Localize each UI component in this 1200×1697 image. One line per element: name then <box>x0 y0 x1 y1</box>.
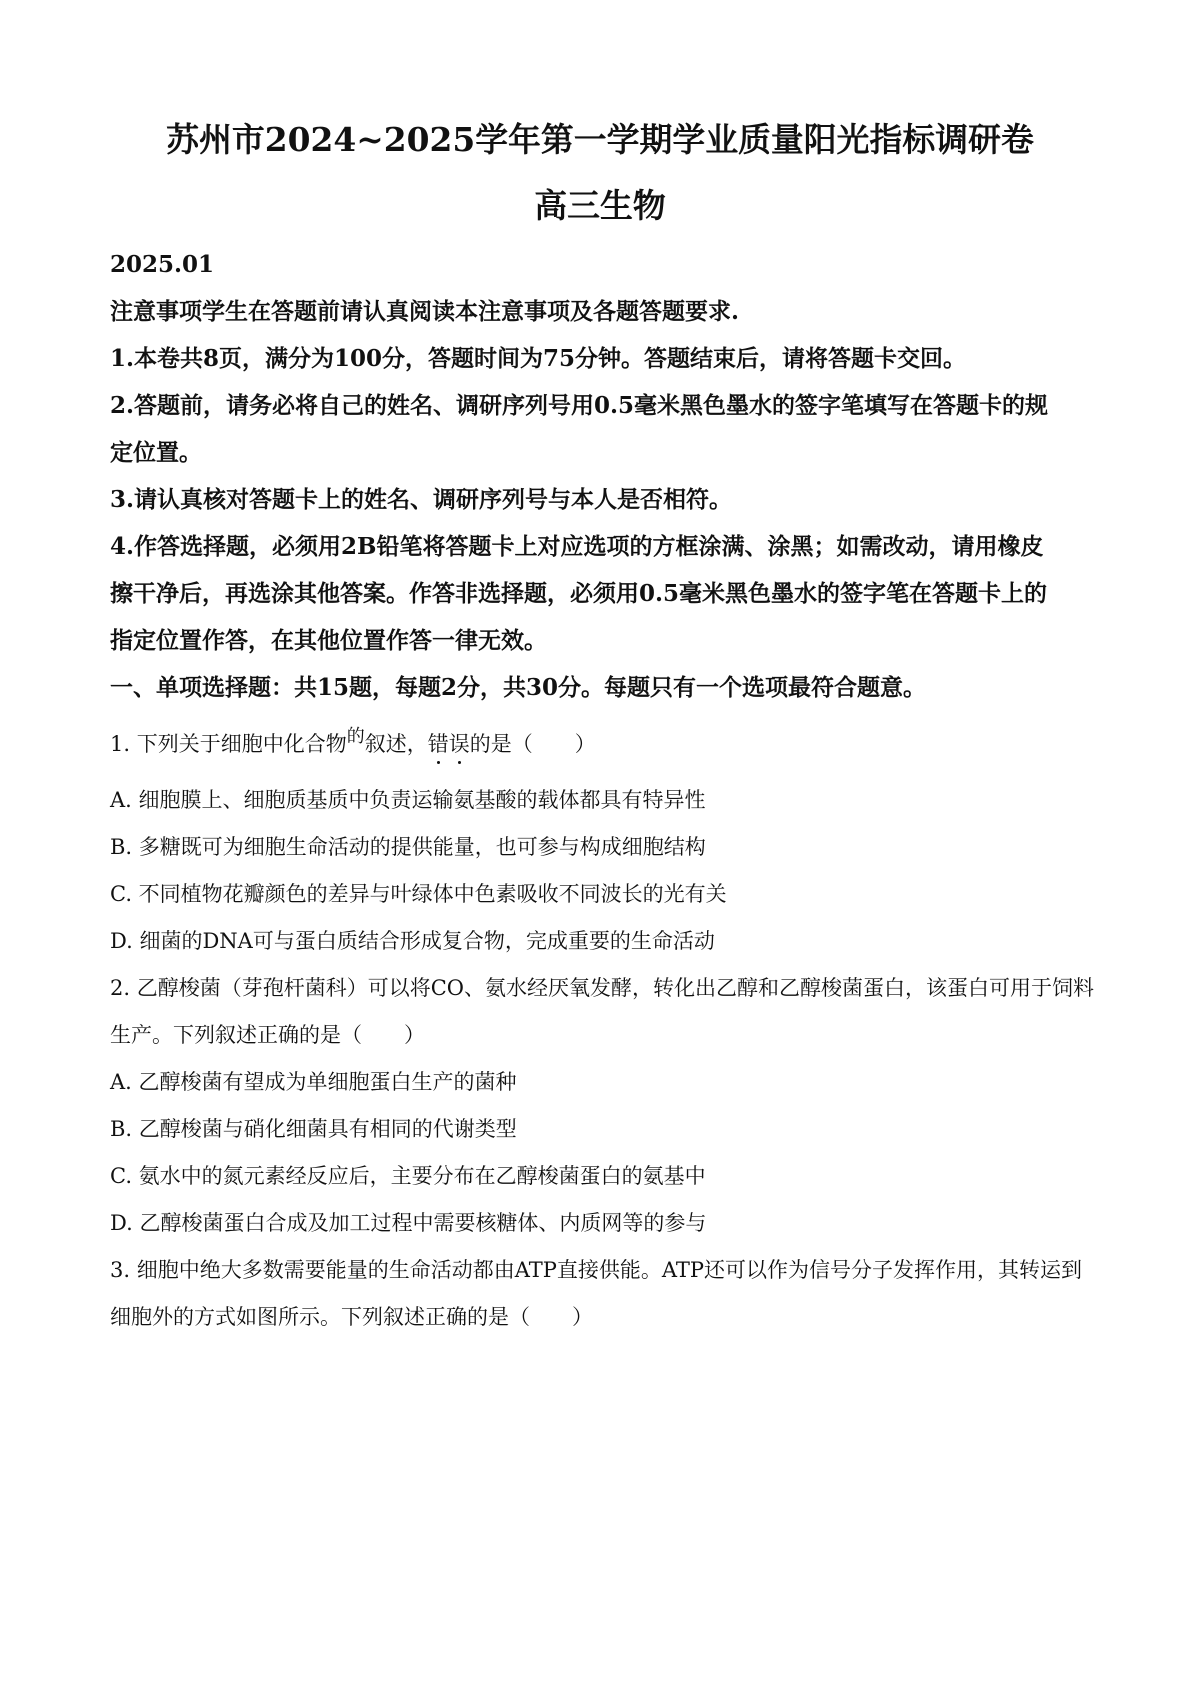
section-heading: 一、单项选择题：共15题，每题2分，共30分。每题只有一个选项最符合题意。 <box>110 674 927 701</box>
question-2-option-b: B. 乙醇梭菌与硝化细菌具有相同的代谢类型 <box>110 1117 517 1141</box>
question-1-stem-part-b: 叙述， <box>364 732 428 756</box>
question-1-option-c: C. 不同植物花瓣颜色的差异与叶绿体中色素吸收不同波长的光有关 <box>110 882 727 906</box>
question-1-option-d: D. 细菌的DNA可与蛋白质结合形成复合物，完成重要的生命活动 <box>110 929 715 953</box>
emphasis-dot-char: 错 <box>427 732 449 756</box>
question-1-stem <box>110 726 596 756</box>
notice-item-3: 3.请认真核对答题卡上的姓名、调研序列号与本人是否相符。 <box>110 486 733 513</box>
emphasis-dot-char: 误 <box>448 732 470 756</box>
notice-item-4-line-3: 指定位置作答，在其他位置作答一律无效。 <box>110 627 547 654</box>
question-1-stem-superscript: 的 <box>346 726 365 747</box>
question-2-stem-line-1: 2. 乙醇梭菌（芽孢杆菌科）可以将CO、氨水经厌氧发酵，转化出乙醇和乙醇梭菌蛋白，该蛋白可用于饲料 <box>110 976 1094 1000</box>
question-1-option-a: A. 细胞膜上、细胞质基质中负责运输氨基酸的载体都具有特异性 <box>110 788 706 812</box>
question-3-stem-line-1: 3. 细胞中绝大多数需要能量的生命活动都由ATP直接供能。ATP还可以作为信号分子发挥作用，其转运到 <box>110 1258 1083 1282</box>
notice-item-4-line-2: 擦干净后，再选涂其他答案。作答非选择题，必须用0.5毫米黑色墨水的签字笔在答题卡上的 <box>110 580 1048 607</box>
question-1-option-b: B. 多糖既可为细胞生命活动的提供能量，也可参与构成细胞结构 <box>110 835 706 859</box>
notice-item-4-line-1: 4.作答选择题，必须用2B铅笔将答题卡上对应选项的方框涂满、涂黑；如需改动，请用橡皮 <box>110 533 1044 560</box>
question-2-option-c: C. 氨水中的氮元素经反应后，主要分布在乙醇梭菌蛋白的氨基中 <box>110 1164 706 1188</box>
question-1-stem-part-a: 1. 下列关于细胞中化合物 <box>110 732 347 756</box>
notice-heading: 注意事项学生在答题前请认真阅读本注意事项及各题答题要求. <box>110 298 740 325</box>
exam-subtitle: 高三生物 <box>534 186 666 225</box>
question-2-option-d: D. 乙醇梭菌蛋白合成及加工过程中需要核糖体、内质网等的参与 <box>110 1211 707 1235</box>
exam-date: 2025.01 <box>110 251 215 278</box>
notice-item-1: 1.本卷共8页，满分为100分，答题时间为75分钟。答题结束后，请将答题卡交回。 <box>110 345 967 372</box>
question-1-stem-part-c: 的是（ ） <box>469 732 596 756</box>
question-3-stem-line-2: 细胞外的方式如图所示。下列叙述正确的是（ ） <box>110 1305 593 1329</box>
question-2-option-a: A. 乙醇梭菌有望成为单细胞蛋白生产的菌种 <box>110 1070 517 1094</box>
notice-item-2-line-2: 定位置。 <box>110 439 202 466</box>
question-2-stem-line-2: 生产。下列叙述正确的是（ ） <box>110 1023 425 1047</box>
notice-item-2-line-1: 2.答题前，请务必将自己的姓名、调研序列号用0.5毫米黑色墨水的签字笔填写在答题卡的规 <box>110 392 1049 419</box>
exam-title: 苏州市2024~2025学年第一学期学业质量阳光指标调研卷 <box>166 120 1034 159</box>
